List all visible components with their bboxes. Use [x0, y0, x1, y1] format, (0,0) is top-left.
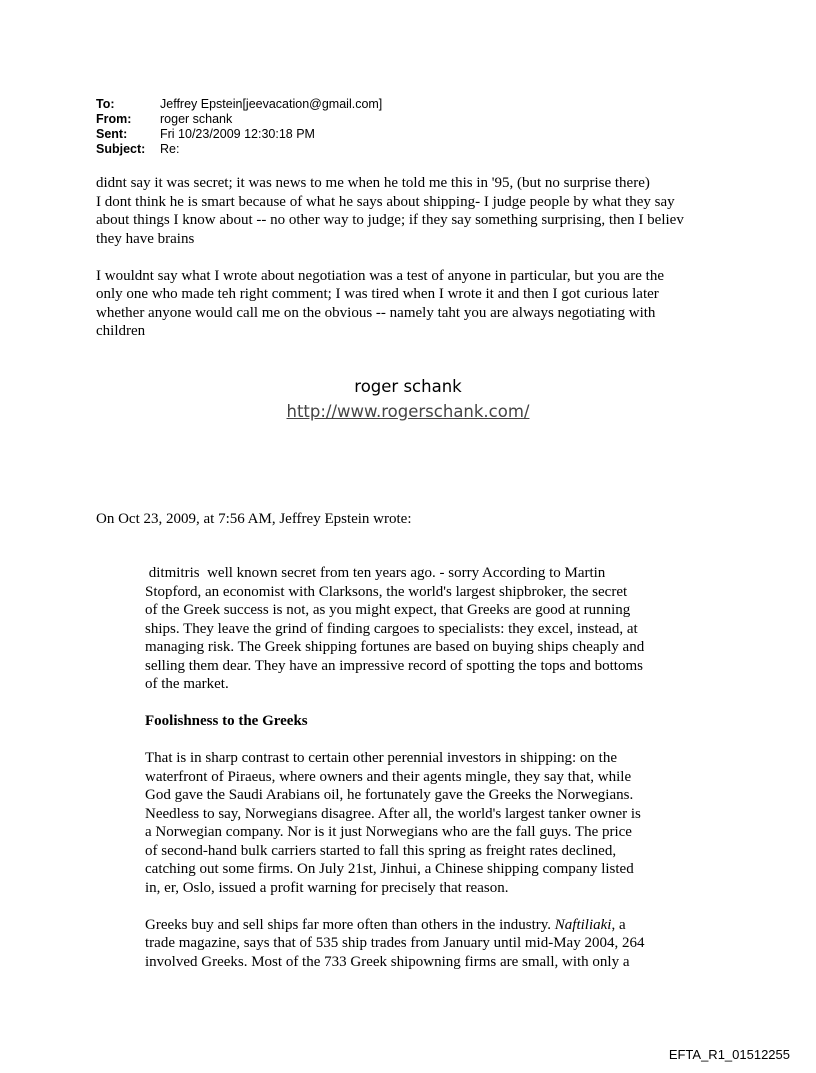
magazine-title: Naftiliaki: [554, 916, 612, 933]
quote-line: Needless to say, Norwegians disagree. After all, the world's largest tanker owner is: [145, 805, 641, 822]
quote-line: of second-hand bulk carriers started to fall this spring as freight rates declined,: [145, 842, 617, 859]
quote-line: [145, 916, 765, 935]
subject-value: Re:: [160, 142, 180, 156]
quote-line: managing risk. The Greek shipping fortunes are based on buying ships cheaply and: [145, 639, 645, 655]
quote-line: God gave the Saudi Arabians oil, he fortunately gave the Greeks the Norwegians.: [145, 787, 634, 803]
reply-line: I dont think he is smart because of what he says about shipping- I judge people by what they say: [96, 193, 675, 210]
to-label: To:: [96, 97, 115, 111]
from-label: From:: [96, 112, 132, 126]
from-value: roger schank: [160, 112, 233, 126]
header-to-row: [96, 97, 382, 112]
signature-link[interactable]: http://www.rogerschank.com/: [286, 402, 530, 421]
quote-line: trade magazine, says that of 535 ship trades from January until mid-May 2004, 264: [145, 935, 645, 951]
quote-line: ditmitris well known secret from ten years ago. - sorry According to Martin: [145, 565, 606, 581]
quote-line: of the Greek success is not, as you might expect, that Greeks are good at running: [145, 602, 631, 618]
reply-line: whether anyone would call me on the obvious -- namely taht you are always negotiating with: [96, 304, 656, 321]
sent-label: Sent:: [96, 127, 128, 141]
reply-line: about things I know about -- no other way to judge; if they say something surprising, then I believ: [96, 212, 684, 228]
quote-line: selling them dear. They have an impressive record of spotting the tops and bottoms: [145, 657, 643, 674]
quote-line: catching out some firms. On July 21st, Jinhui, a Chinese shipping company listed: [145, 861, 634, 877]
quote-heading: Foolishness to the Greeks: [145, 713, 308, 729]
reply-line: only one who made teh right comment; I was tired when I wrote it and then I got curious later: [96, 286, 659, 302]
to-value: Jeffrey Epstein[jeevacation@gmail.com]: [160, 97, 383, 111]
quote-intro: On Oct 23, 2009, at 7:56 AM, Jeffrey Epstein wrote:: [96, 511, 412, 527]
quote-line: That is in sharp contrast to certain other perennial investors in shipping: on the: [145, 750, 617, 766]
subject-label: Subject:: [96, 142, 146, 156]
quote-line: a Norwegian company. Nor is it just Norwegians who are the fall guys. The price: [145, 824, 632, 840]
header-from-row: [96, 112, 382, 127]
quote-line: involved Greeks. Most of the 733 Greek shipowning firms are small, with only a: [145, 953, 630, 970]
bates-number: EFTA_R1_01512255: [668, 1047, 790, 1062]
quote-line: Stopford, an economist with Clarksons, the world's largest shipbroker, the secret: [145, 583, 628, 600]
email-header: [96, 97, 382, 157]
quote-text: , a: [611, 916, 626, 933]
signature-name: roger schank: [354, 377, 462, 396]
header-sent-row: [96, 127, 382, 142]
quote-line: waterfront of Piraeus, where owners and their agents mingle, they say that, while: [145, 768, 632, 785]
reply-line: didnt say it was secret; it was news to me when he told me this in '95, (but no surprise there): [96, 175, 650, 191]
quoted-message: [145, 564, 765, 971]
header-subject-row: [96, 142, 382, 157]
reply-line: they have brains: [96, 230, 195, 247]
reply-line: children: [96, 323, 146, 339]
quote-line: ships. They leave the grind of finding cargoes to specialists: they excel, instead, at: [145, 620, 638, 637]
sent-value: Fri 10/23/2009 12:30:18 PM: [160, 127, 315, 141]
quote-line: in, er, Oslo, issued a profit warning for precisely that reason.: [145, 879, 509, 896]
reply-line: I wouldnt say what I wrote about negotiation was a test of anyone in particular, but you are the: [96, 267, 664, 284]
reply-body: [96, 174, 736, 341]
quote-line: of the market.: [145, 676, 229, 692]
quote-text: Greeks buy and sell ships far more often than others in the industry.: [145, 916, 555, 933]
